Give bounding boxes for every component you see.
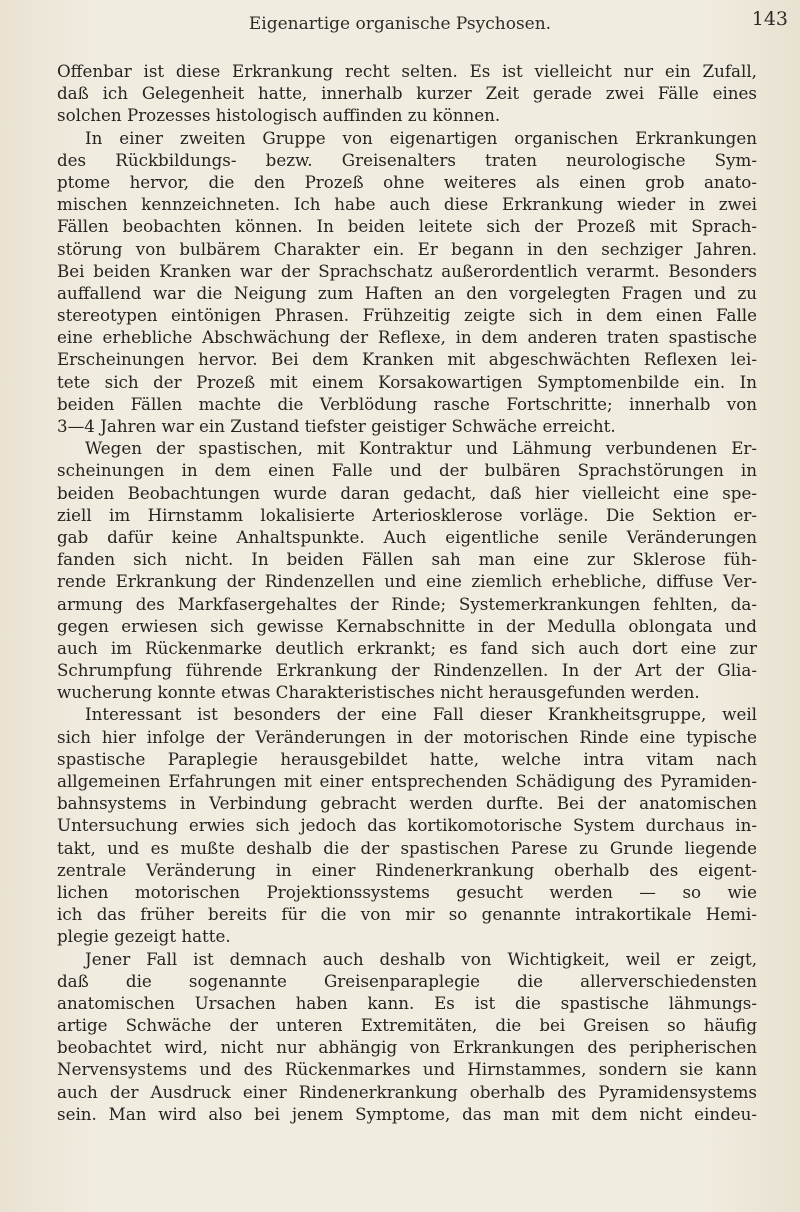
text-line: Bei beiden Kranken war der Sprachschatz außerordentlich verarmt. Besonders	[57, 260, 757, 281]
text-line: Fällen beobachten können. In beiden leitete sich der Prozeß mit Sprach-	[57, 216, 757, 237]
text-line: ziell im Hirnstamm lokalisierte Arteriosklerose vorläge. Die Sektion er-	[57, 504, 757, 525]
text-line: anatomischen Ursachen haben kann. Es ist die spastische lähmungs-	[57, 992, 757, 1013]
text-line: wucherung konnte etwas Charakteristisches nicht herausgefunden werden.	[57, 682, 700, 703]
text-line: allgemeinen Erfahrungen mit einer entsprechenden Schädigung des Pyramiden-	[57, 771, 757, 791]
page-number: 143	[751, 8, 788, 30]
text-line: Untersuchung erwies sich jedoch das kortikomotorische System durchaus in-	[57, 815, 757, 836]
text-line: zentrale Veränderung in einer Rindenerkrankung oberhalb des eigent-	[57, 859, 757, 880]
text-line: artige Schwäche der unteren Extremitäten, die bei Greisen so häufig	[57, 1015, 757, 1036]
text-line: eine erhebliche Abschwächung der Reflexe, in dem anderen traten spastische	[57, 327, 757, 348]
text-line: stereotypen eintönigen Phrasen. Frühzeitig zeigte sich in dem einen Falle	[57, 305, 757, 326]
text-line: Nervensystems und des Rückenmarkes und Hirnstammes, sondern sie kann	[57, 1059, 757, 1080]
text-line: tete sich der Prozeß mit einem Korsakowartigen Symptomenbilde ein. In	[57, 371, 757, 392]
text-line: Erscheinungen hervor. Bei dem Kranken mit abgeschwächten Reflexen lei-	[57, 349, 757, 370]
text-line: Schrumpfung führende Erkrankung der Rindenzellen. In der Art der Glia-	[57, 660, 757, 681]
body-text	[57, 60, 757, 1125]
text-line: sein. Man wird also bei jenem Symptome, das man mit dem nicht eindeu-	[57, 1103, 757, 1124]
text-line: auch der Ausdruck einer Rindenerkrankung oberhalb des Pyramidensystems	[57, 1081, 757, 1102]
text-line: beiden Beobachtungen wurde daran gedacht, daß hier vielleicht eine spe-	[57, 482, 757, 503]
text-line: ptome hervor, die den Prozeß ohne weiteres als einen grob anato-	[57, 171, 757, 192]
running-title: Eigenartige organische Psychosen.	[248, 14, 552, 34]
page-header	[60, 4, 788, 42]
text-line: bahnsystems in Verbindung gebracht werden durfte. Bei der anatomischen	[57, 793, 757, 814]
text-line: ich das früher bereits für die von mir so genannte intrakortikale Hemi-	[57, 904, 757, 925]
text-line: spastische Paraplegie herausgebildet hatte, welche intra vitam nach	[57, 748, 757, 769]
text-line: sich hier infolge der Veränderungen in der motorischen Rinde eine typische	[57, 726, 757, 747]
text-line: störung von bulbärem Charakter ein. Er begann in den sechziger Jahren.	[57, 238, 757, 259]
text-line: daß ich Gelegenheit hatte, innerhalb kurzer Zeit gerade zwei Fälle eines	[57, 83, 757, 104]
text-line: Interessant ist besonders der eine Fall dieser Krankheitsgruppe, weil	[85, 704, 757, 725]
text-line: scheinungen in dem einen Falle und der bulbären Sprachstörungen in	[57, 460, 757, 481]
text-line: lichen motorischen Projektionssystems gesucht werden — so wie	[57, 881, 757, 902]
text-line: fanden sich nicht. In beiden Fällen sah man eine zur Sklerose füh-	[57, 549, 757, 570]
text-line: auffallend war die Neigung zum Haften an den vorgelegten Fragen und zu	[57, 282, 757, 303]
text-line: gab dafür keine Anhaltspunkte. Auch eigentliche senile Veränderungen	[57, 526, 757, 547]
text-line: auch im Rückenmarke deutlich erkrankt; es fand sich auch dort eine zur	[57, 637, 757, 658]
text-line: In einer zweiten Gruppe von eigenartigen organischen Erkrankungen	[85, 127, 757, 148]
text-line: armung des Markfasergehaltes der Rinde; Systemerkrankungen fehlten, da-	[57, 593, 757, 614]
text-line: mischen kennzeichneten. Ich habe auch diese Erkrankung wieder in zwei	[57, 194, 757, 215]
text-line: takt, und es mußte deshalb die der spastischen Parese zu Grunde liegende	[57, 837, 757, 858]
text-line: rende Erkrankung der Rindenzellen und eine ziemlich erhebliche, diffuse Ver-	[57, 571, 757, 592]
text-line: beobachtet wird, nicht nur abhängig von Erkrankungen des peripherischen	[57, 1037, 757, 1058]
text-line: solchen Prozesses histologisch auffinden zu können.	[57, 105, 501, 126]
text-line: plegie gezeigt hatte.	[57, 926, 231, 947]
text-line: beiden Fällen machte die Verblödung rasche Fortschritte; innerhalb von	[57, 393, 757, 414]
text-line: des Rückbildungs- bezw. Greisenalters traten neurologische Sym-	[57, 149, 757, 170]
text-line: gegen erwiesen sich gewisse Kernabschnitte in der Medulla oblongata und	[57, 615, 757, 636]
text-line: Offenbar ist diese Erkrankung recht selten. Es ist vielleicht nur ein Zufall,	[57, 61, 757, 81]
text-line: 3—4 Jahren war ein Zustand tiefster geistiger Schwäche erreicht.	[57, 416, 616, 436]
text-line: daß die sogenannte Greisenparaplegie die allerverschiedensten	[57, 970, 757, 991]
text-line: Wegen der spastischen, mit Kontraktur und Lähmung verbundenen Er-	[85, 438, 757, 459]
text-line: Jener Fall ist demnach auch deshalb von Wichtigkeit, weil er zeigt,	[85, 948, 757, 969]
